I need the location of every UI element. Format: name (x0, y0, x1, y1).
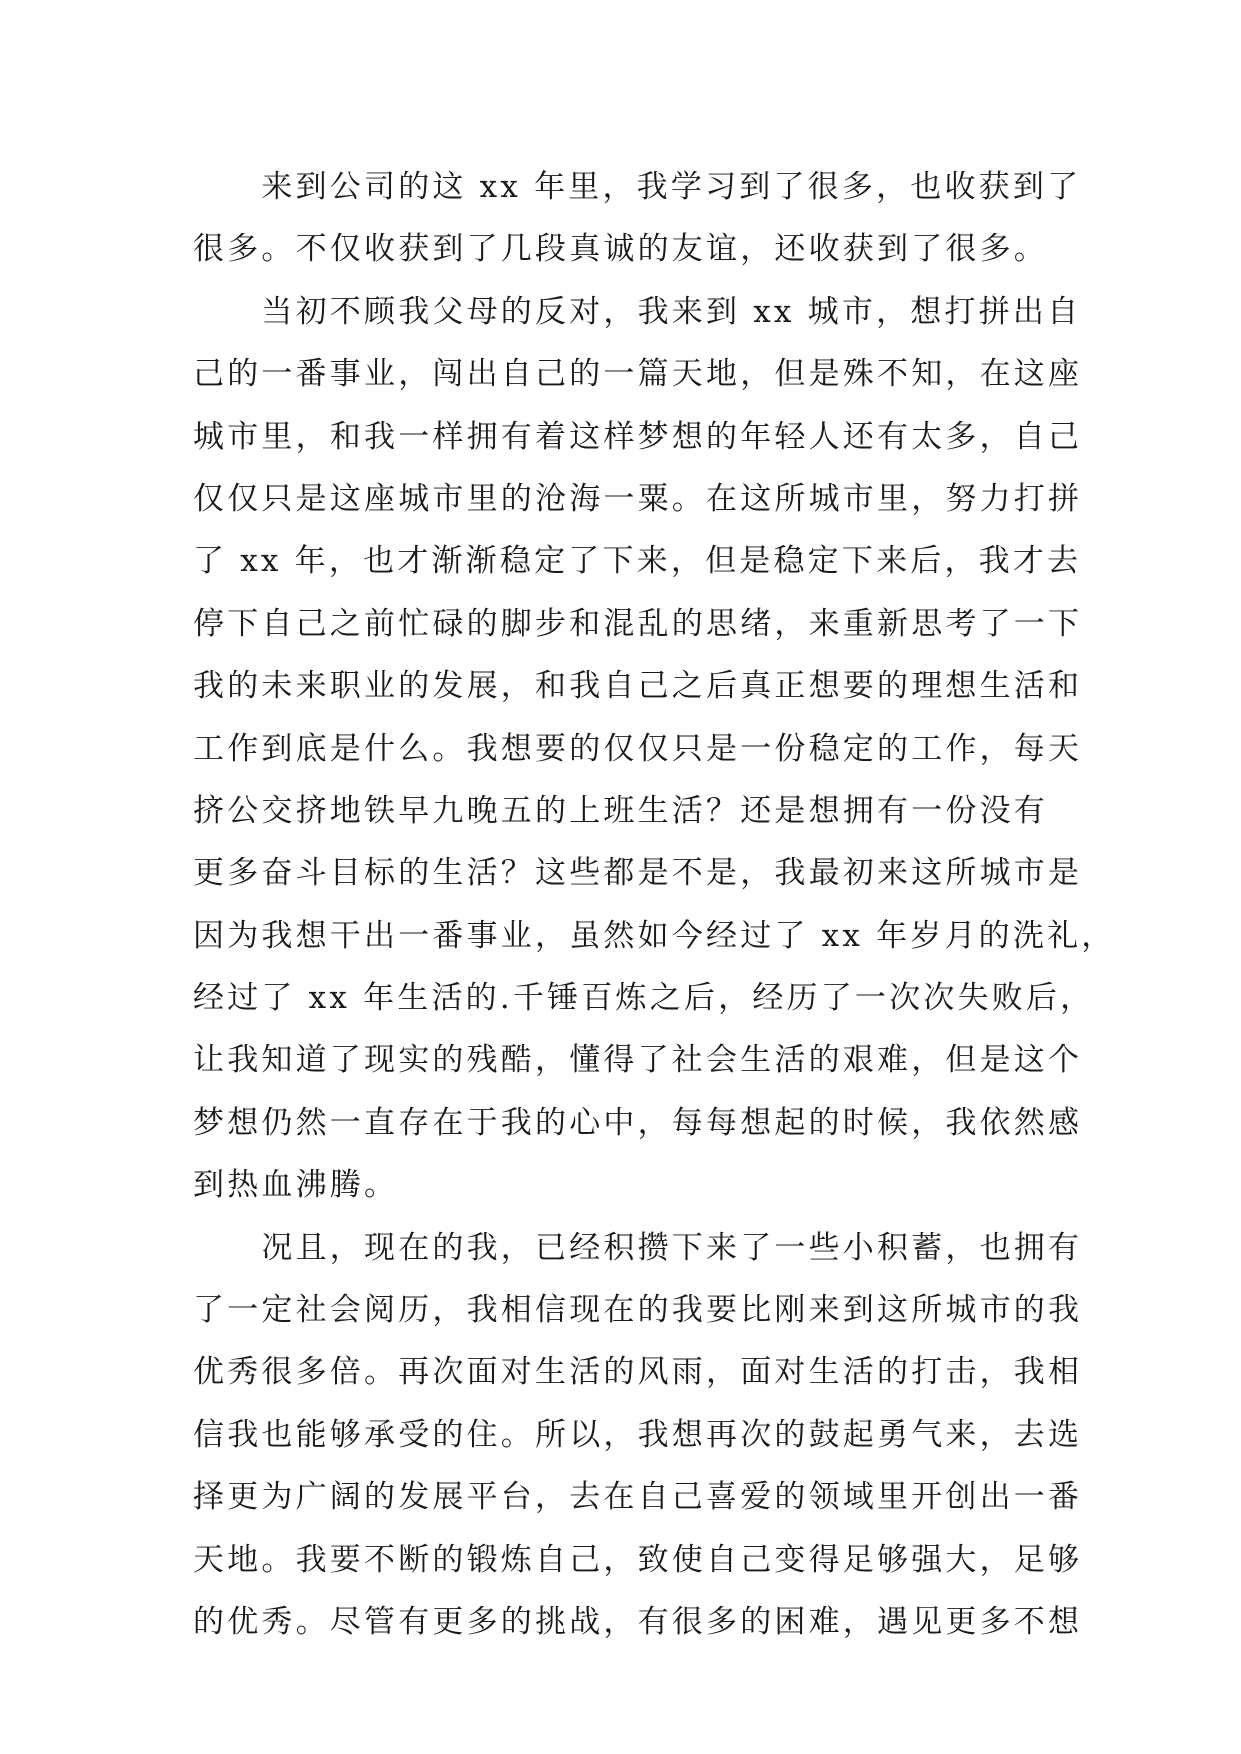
text-line: 信我也能够承受的住。所以，我想再次的鼓起勇气来，去选 (193, 1416, 1083, 1453)
text-line: 了 xx 年，也才渐渐稳定了下来，但是稳定下来后，我才去 (193, 543, 1082, 580)
text-line: 的优秀。尽管有更多的挑战，有很多的困难，遇见更多不想 (193, 1603, 1083, 1640)
text-line: 择更为广阔的发展平台，去在自己喜爱的领域里开创出一番 (193, 1479, 1083, 1516)
text-line: 停下自己之前忙碌的脚步和混乱的思绪，来重新思考了一下 (193, 605, 1083, 642)
text-line: 天地。我要不断的锻炼自己，致使自己变得足够强大，足够 (193, 1541, 1083, 1578)
text-line: 仅仅只是这座城市里的沧海一粟。在这所城市里，努力打拼 (193, 480, 1083, 517)
document-body (193, 156, 1116, 1653)
text-line: 梦想仍然一直存在于我的心中，每每想起的时候，我依然感 (193, 1104, 1083, 1141)
paragraph-3 (193, 1217, 1083, 1654)
text-line: 我的未来职业的发展，和我自己之后真正想要的理想生活和 (193, 668, 1083, 705)
text-line: 来到公司的这 xx 年里，我学习到了很多，也收获到了 (193, 169, 1082, 205)
text-line: 了一定社会阅历，我相信现在的我要比刚来到这所城市的我 (193, 1292, 1083, 1329)
text-line: 己的一番事业，闯出自己的一篇天地，但是殊不知，在这座 (193, 356, 1083, 393)
text-line: 经过了 xx 年生活的.千锤百炼之后，经历了一次次失败后， (193, 980, 1095, 1017)
text-line: 让我知道了现实的残酷，懂得了社会生活的艰难，但是这个 (193, 1042, 1083, 1079)
text-line: 挤公交挤地铁早九晚五的上班生活？还是想拥有一份没有 (193, 792, 1048, 829)
text-line: 工作到底是什么。我想要的仅仅只是一份稳定的工作，每天 (193, 730, 1083, 767)
text-line: 当初不顾我父母的反对，我来到 xx 城市，想打拼出自 (193, 293, 1082, 330)
text-line: 更多奋斗目标的生活？这些都是不是，我最初来这所城市是 (193, 855, 1083, 892)
paragraph-2 (193, 281, 1116, 1217)
text-line: 优秀很多倍。再次面对生活的风雨，面对生活的打击，我相 (193, 1354, 1083, 1391)
paragraph-1 (193, 156, 1082, 281)
text-line: 因为我想干出一番事业，虽然如今经过了 xx 年岁月的洗礼， (193, 917, 1116, 954)
text-line: 很多。不仅收获到了几段真诚的友谊，还收获到了很多。 (193, 231, 1048, 268)
text-line: 城市里，和我一样拥有着这样梦想的年轻人还有太多，自己 (193, 418, 1083, 455)
text-line: 况且，现在的我，已经积攒下来了一些小积蓄，也拥有 (193, 1229, 1083, 1266)
text-line: 到热血沸腾。 (193, 1167, 399, 1204)
